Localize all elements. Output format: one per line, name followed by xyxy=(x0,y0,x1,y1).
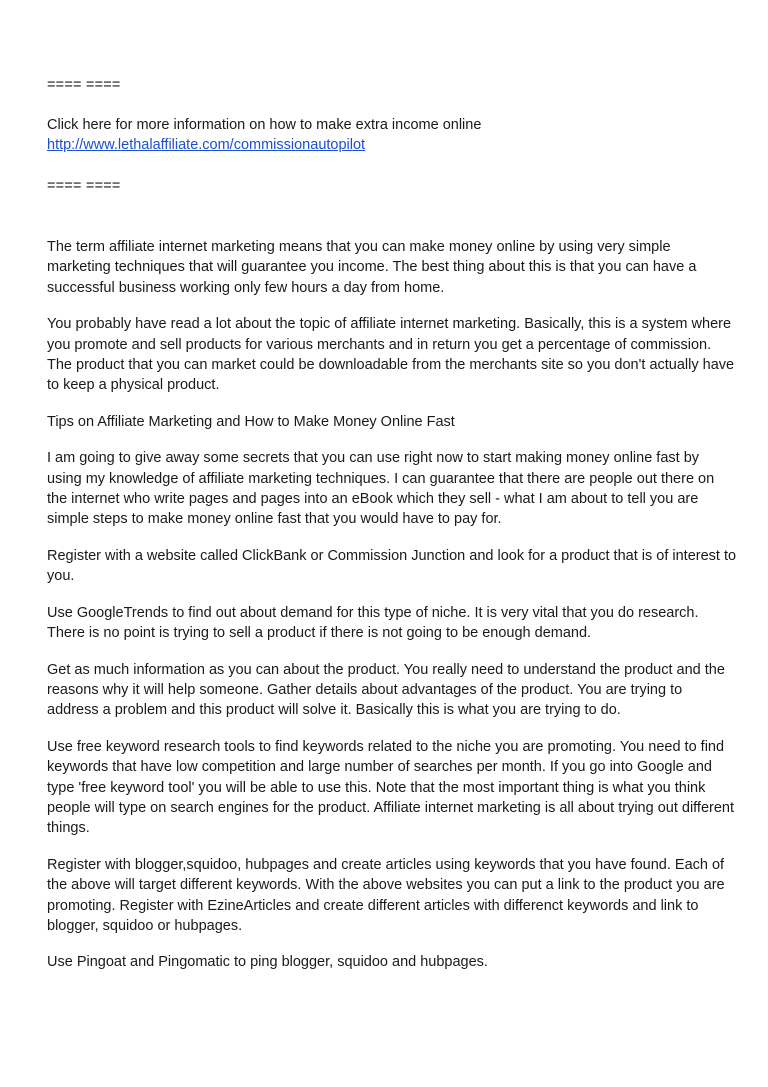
promo-text: Click here for more information on how to make extra income online xyxy=(47,117,482,133)
paragraph-googletrends: Use GoogleTrends to find out about demand for this type of niche. It is very vital that you do research. There is no point is trying to sell a product if there is not going to be enough demand. xyxy=(47,604,699,642)
separator-bottom: ==== ==== xyxy=(47,178,121,194)
paragraph-intro: The term affiliate internet marketing means that you can make money online by using very simple marketing techniques that will guarantee you income. The best thing about this is that you can have a successful business working only few hours a day from home. xyxy=(47,239,697,296)
paragraph-keywords: Use free keyword research tools to find keywords related to the niche you are promoting. You need to find keywords that have low competition and large number of searches per month. If you go into Google and type 'free keyword tool' you will be able to use this. Note that the most important thing is what you think people will type on search engines for the product. Affiliate internet marketing is all about trying out different things. xyxy=(47,738,735,837)
paragraph-definition: You probably have read a lot about the topic of affiliate internet marketing. Basically, this is a system where you promote and sell products for various merchants and in return you get a percentage of commission. The product that you can market could be downloadable from the merchants site so you don't actually have to keep a physical product. xyxy=(47,316,735,394)
paragraph-register-blogger: Register with blogger,squidoo, hubpages and create articles using keywords that you have found. Each of the above will target different keywords. With the above websites you can put a link to the product you are promoting. Register with EzineArticles and create different articles with differenct keywords and link to blogger, squidoo or hubpages. xyxy=(47,856,725,934)
promo-block xyxy=(47,115,481,155)
paragraph-register-clickbank: Register with a website called ClickBank or Commission Junction and look for a product that is of interest to you. xyxy=(47,547,737,585)
paragraph-secrets: I am going to give away some secrets that you can use right now to start making money online fast by using my knowledge of affiliate marketing techniques. I can guarantee that there are people out there on the internet who write pages and pages into an eBook which they sell - what I am about to tell you are simple steps to make money online fast that you would have to pay for. xyxy=(47,450,715,528)
promo-link[interactable]: http://www.lethalaffiliate.com/commissionautopilot xyxy=(47,137,366,153)
separator-top: ==== ==== xyxy=(47,77,121,93)
paragraph-ping: Use Pingoat and Pingomatic to ping blogger, squidoo and hubpages. xyxy=(47,954,488,971)
article-body xyxy=(47,237,737,989)
paragraph-product-info: Get as much information as you can about the product. You really need to understand the product and the reasons why it will help someone. Gather details about advantages of the product. You are trying to address a problem and this product will solve it. Basically this is what you are trying to do. xyxy=(47,661,725,719)
section-heading: Tips on Affiliate Marketing and How to Make Money Online Fast xyxy=(47,413,455,430)
